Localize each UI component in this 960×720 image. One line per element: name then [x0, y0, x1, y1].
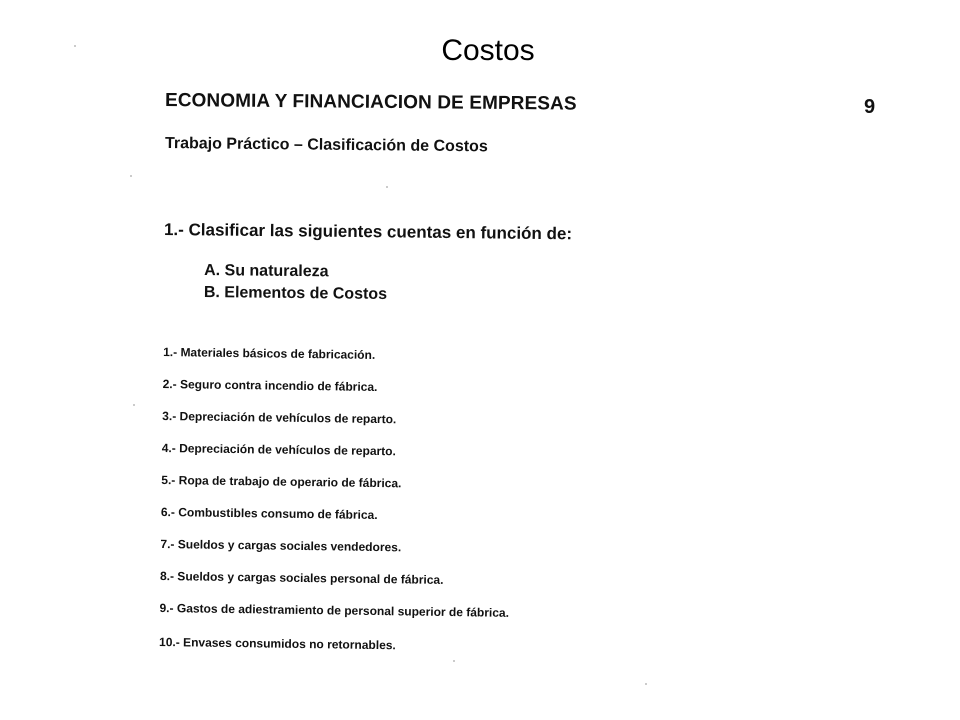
item-text: Depreciación de vehículos de reparto. — [179, 441, 396, 459]
scan-speck — [133, 404, 135, 406]
item-text: Sueldos y cargas sociales vendedores. — [177, 537, 402, 555]
scan-speck — [645, 683, 647, 685]
item-text: Combustibles consumo de fábrica. — [178, 505, 378, 523]
item-number: 3.- — [162, 409, 177, 424]
item-text: Ropa de trabajo de operario de fábrica. — [178, 473, 402, 491]
item-number: 6.- — [160, 505, 176, 520]
list-item — [162, 376, 512, 413]
scan-speck — [453, 660, 455, 662]
list-item — [159, 634, 509, 671]
list-item — [161, 440, 511, 477]
list-item — [161, 504, 511, 541]
item-text: Envases consumidos no retornables. — [183, 635, 396, 653]
item-text: Sueldos y cargas sociales personal de fábrica. — [177, 569, 444, 587]
item-number: 8.- — [159, 568, 175, 584]
criteria-item: A. Su naturaleza — [204, 262, 329, 281]
document-subheading: Trabajo Práctico – Clasificación de Costos — [164, 135, 488, 156]
list-item — [162, 408, 512, 445]
list-item — [163, 344, 513, 381]
scan-speck — [386, 186, 388, 188]
criteria-list — [204, 260, 388, 306]
item-number: 1.- — [163, 345, 178, 360]
item-text: Depreciación de vehículos de reparto. — [179, 409, 397, 427]
item-text: Seguro contra incendio de fábrica. — [179, 377, 378, 395]
item-number: 4.- — [161, 441, 176, 456]
scan-speck — [74, 45, 76, 47]
item-text: Materiales básicos de fabricación. — [180, 345, 376, 362]
item-number: 7.- — [160, 536, 175, 552]
accounts-list — [159, 344, 513, 671]
item-number: 5.- — [161, 473, 176, 488]
criteria-item: B. Elementos de Costos — [203, 283, 388, 303]
list-item — [160, 568, 510, 605]
scan-speck — [130, 175, 132, 177]
list-item — [159, 600, 509, 637]
item-text: Gastos de adiestramiento de personal superior de fábrica. — [176, 601, 510, 620]
exercise-instruction: 1.- Clasificar las siguientes cuentas en función de: — [163, 220, 573, 244]
document-heading: ECONOMIA Y FINANCIACION DE EMPRESAS — [164, 90, 577, 115]
list-item — [160, 536, 510, 573]
item-number: 9.- — [159, 600, 174, 616]
slide-title: Costos — [441, 34, 535, 67]
list-item — [161, 472, 511, 509]
item-number: 2.- — [162, 377, 177, 392]
item-number: 10.- — [158, 634, 180, 650]
page-number: 9 — [864, 96, 876, 118]
